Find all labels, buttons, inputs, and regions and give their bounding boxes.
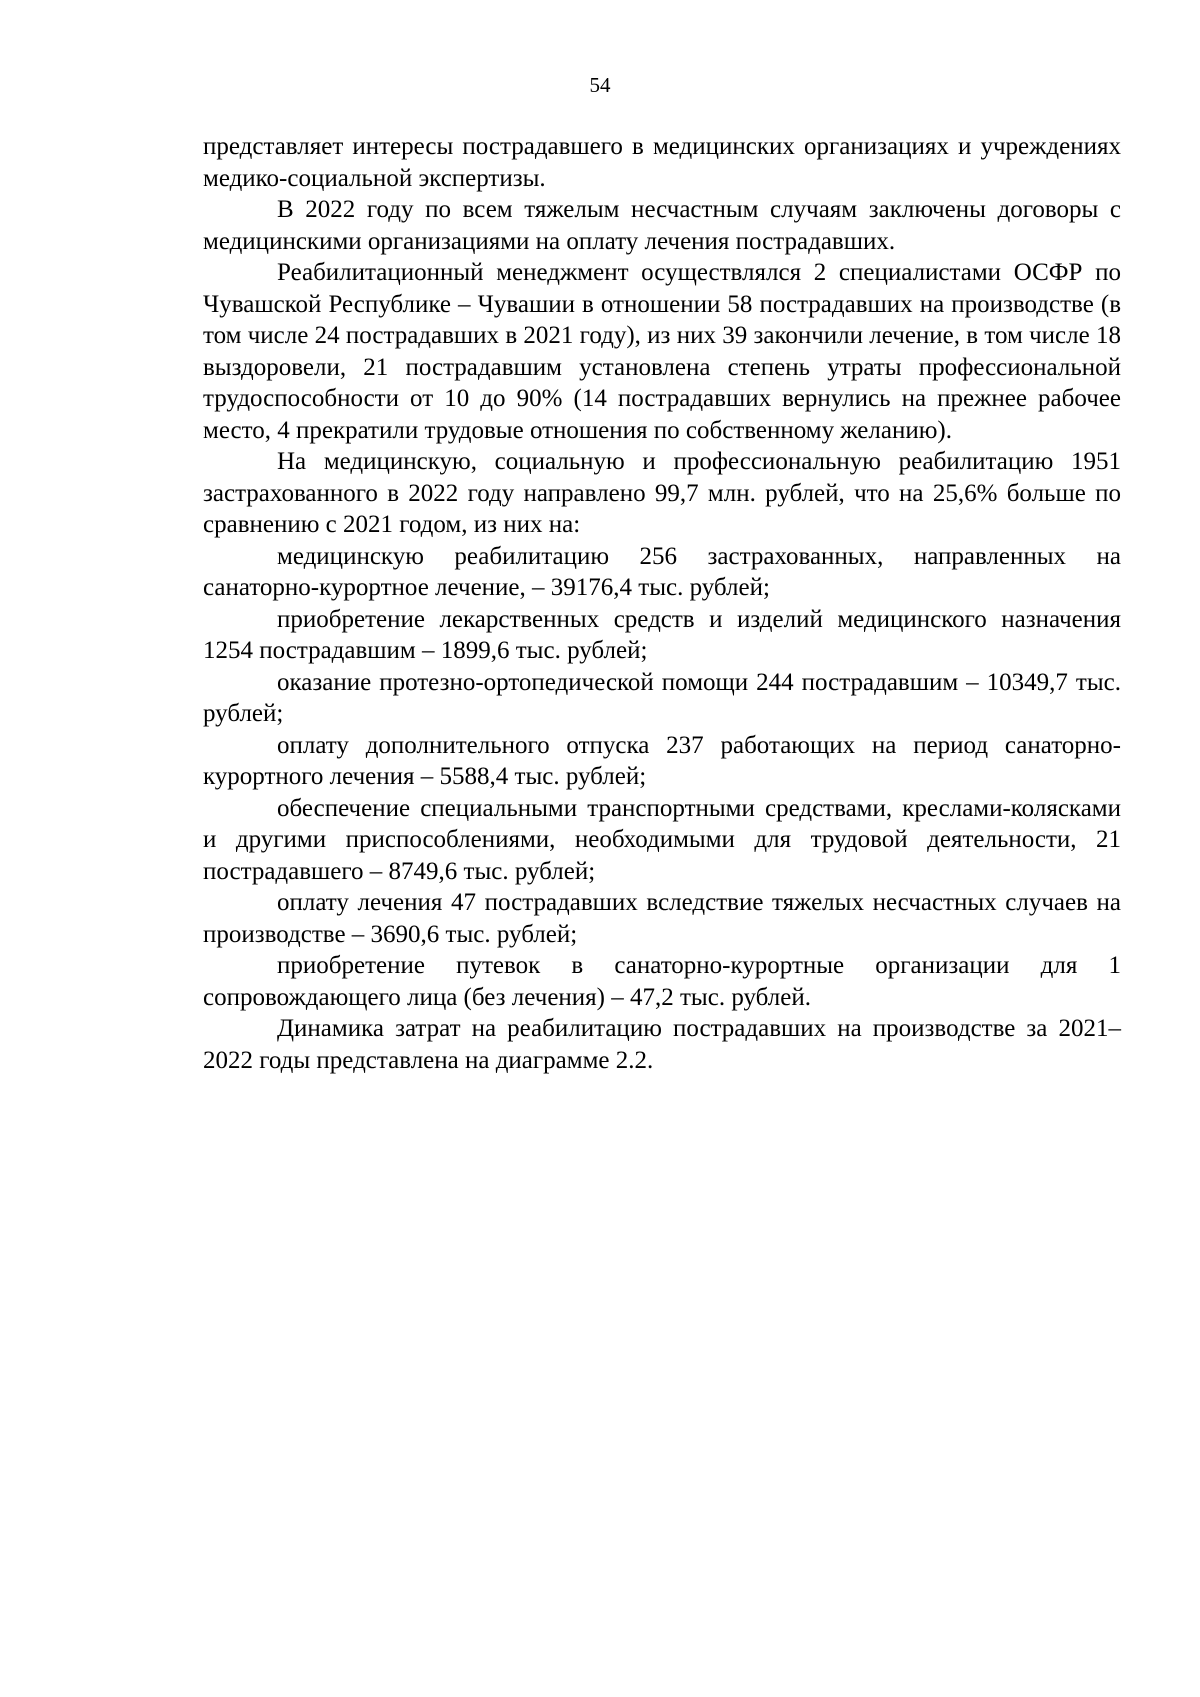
list-item: оказание протезно-ортопедической помощи 244 пострадавшим – 10349,7 тыс. рублей; bbox=[203, 668, 1121, 727]
paragraph: В 2022 году по всем тяжелым несчастным случаям заключены договоры с медицинскими организациями на оплату лечения пострадавших. bbox=[203, 196, 1121, 255]
list-item: оплату лечения 47 пострадавших вследствие тяжелых несчастных случаев на производстве – 3690,6 тыс. рублей; bbox=[203, 889, 1121, 948]
paragraph: На медицинскую, социальную и профессиональную реабилитацию 1951 застрахованного в 2022 году направлено 99,7 млн. рублей, что на 25,6% больше по сравнению с 2021 годом, из них на: bbox=[203, 448, 1121, 538]
list-item: оплату дополнительного отпуска 237 работающих на период санаторно-курортного лечения – 5588,4 тыс. рублей; bbox=[203, 731, 1121, 790]
paragraph: Реабилитационный менеджмент осуществлялся 2 специалистами ОСФР по Чувашской Республике – Чувашии в отношении 58 пострадавших на производстве (в том числе 24 пострадавших в 2021 году), из них 39 закончили лечение, в том числе 18 выздоровели, 21 пострадавшим установлена степень утраты профессиональной трудоспособности от 10 до 90% (14 пострадавших вернулись на прежнее рабочее место, 4 прекратили трудовые отношения по собственному желанию). bbox=[203, 259, 1121, 444]
paragraph: представляет интересы пострадавшего в медицинских организациях и учреждениях медико-социальной экспертизы. bbox=[203, 133, 1121, 192]
list-item: приобретение путевок в санаторно-курортные организации для 1 сопровождающего лица (без лечения) – 47,2 тыс. рублей. bbox=[203, 952, 1121, 1011]
page-number: 54 bbox=[589, 73, 611, 97]
list-item: медицинскую реабилитацию 256 застрахованных, направленных на санаторно-курортное лечение, – 39176,4 тыс. рублей; bbox=[203, 542, 1121, 601]
paragraph: Динамика затрат на реабилитацию пострадавших на производстве за 2021–2022 годы представлена на диаграмме 2.2. bbox=[203, 1015, 1121, 1074]
body-text bbox=[203, 131, 1121, 1076]
list-item: приобретение лекарственных средств и изделий медицинского назначения 1254 пострадавшим – 1899,6 тыс. рублей; bbox=[203, 605, 1121, 664]
list-item: обеспечение специальными транспортными средствами, креслами-колясками и другими приспособлениями, необходимыми для трудовой деятельности, 21 пострадавшего – 8749,6 тыс. рублей; bbox=[203, 794, 1121, 885]
